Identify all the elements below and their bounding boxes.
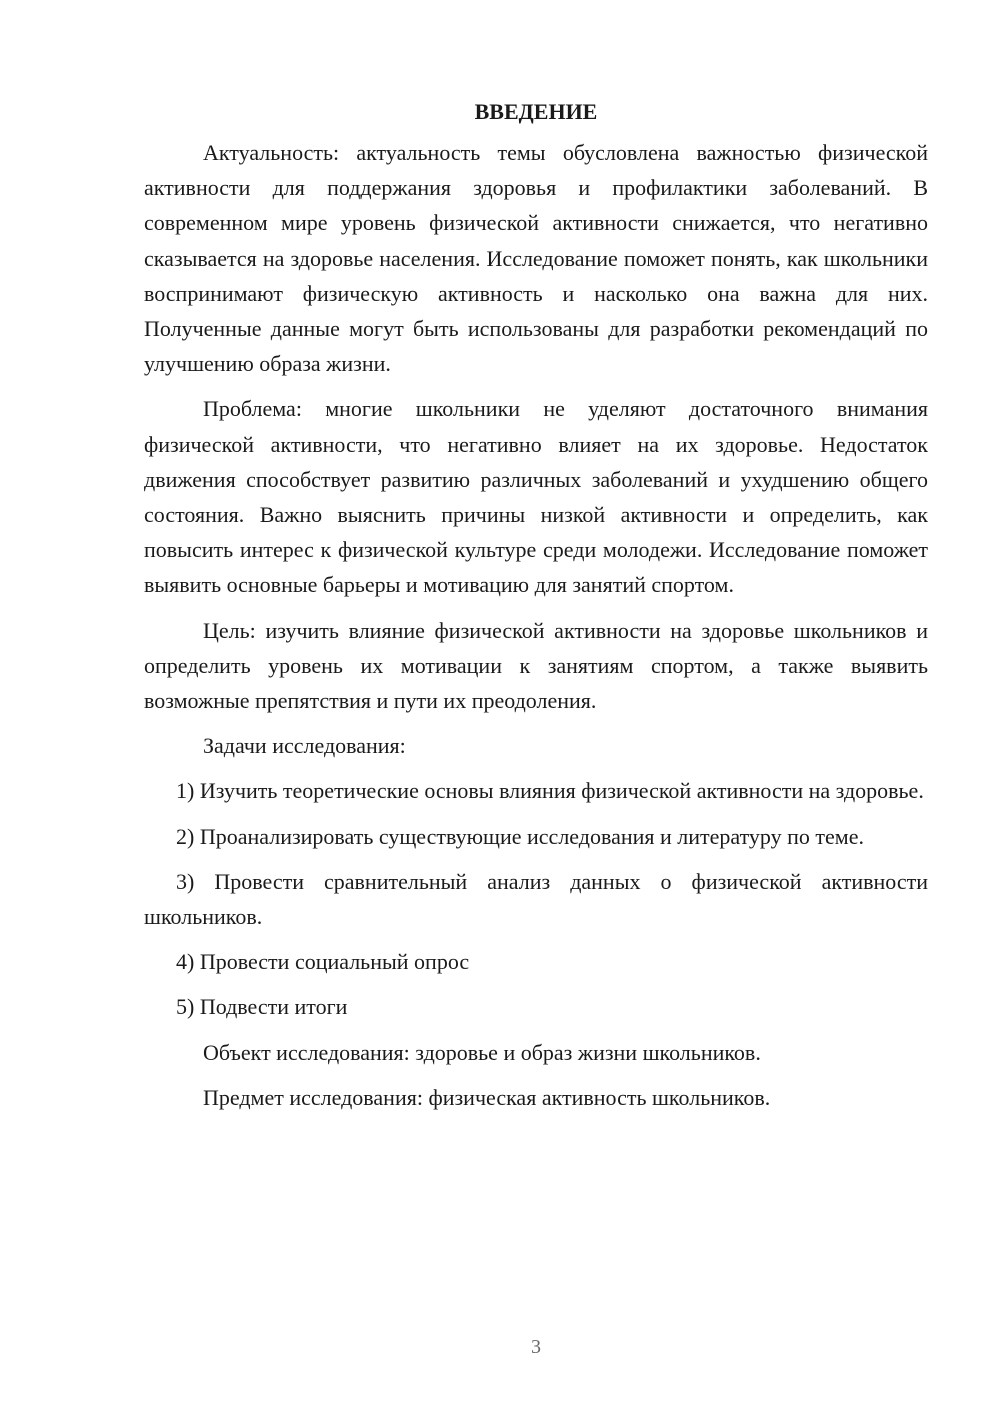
relevance-paragraph: Актуальность: актуальность темы обусловлена важностью физической активности для поддержания здоровья и профилактики заболеваний. В современном мире уровень физической активности снижается, что негативно сказывается на здоровье населения. Исследование поможет понять, как школьники воспринимают физическую активность и насколько она важна для них. Полученные данные могут быть использованы для разработки рекомендаций по улучшению образа жизни. xyxy=(144,140,928,377)
research-subject-paragraph: Предмет исследования: физическая активность школьников. xyxy=(203,1084,771,1110)
task-item-1: 1) Изучить теоретические основы влияния физической активности на здоровье. xyxy=(176,778,924,804)
task-item-4: 4) Провести социальный опрос xyxy=(176,949,470,975)
research-object-paragraph: Объект исследования: здоровье и образ жизни школьников. xyxy=(203,1039,761,1065)
task-item-2: 2) Проанализировать существующие исследования и литературу по теме. xyxy=(176,823,864,849)
tasks-heading: Задачи исследования: xyxy=(203,733,406,759)
problem-paragraph: Проблема: многие школьники не уделяют достаточного внимания физической активности, что негативно влияет на их здоровье. Недостаток движения способствует развитию различных заболеваний и ухудшению общего состояния. Важно выяснить причины низкой активности и определить, как повысить интерес к физической культуре среди молодежи. Исследование поможет выявить основные барьеры и мотивацию для занятий спортом. xyxy=(144,396,928,598)
task-item-3: 3) Провести сравнительный анализ данных о физической активности школьников. xyxy=(144,868,928,930)
section-heading: ВВЕДЕНИЕ xyxy=(474,99,598,124)
goal-paragraph: Цель: изучить влияние физической активности на здоровье школьников и определить уровень их мотивации к занятиям спортом, а также выявить возможные препятствия и пути их преодоления. xyxy=(144,617,928,714)
page-number: 3 xyxy=(531,1336,541,1358)
page-body xyxy=(144,94,928,1125)
task-item-5: 5) Подвести итоги xyxy=(176,994,348,1020)
